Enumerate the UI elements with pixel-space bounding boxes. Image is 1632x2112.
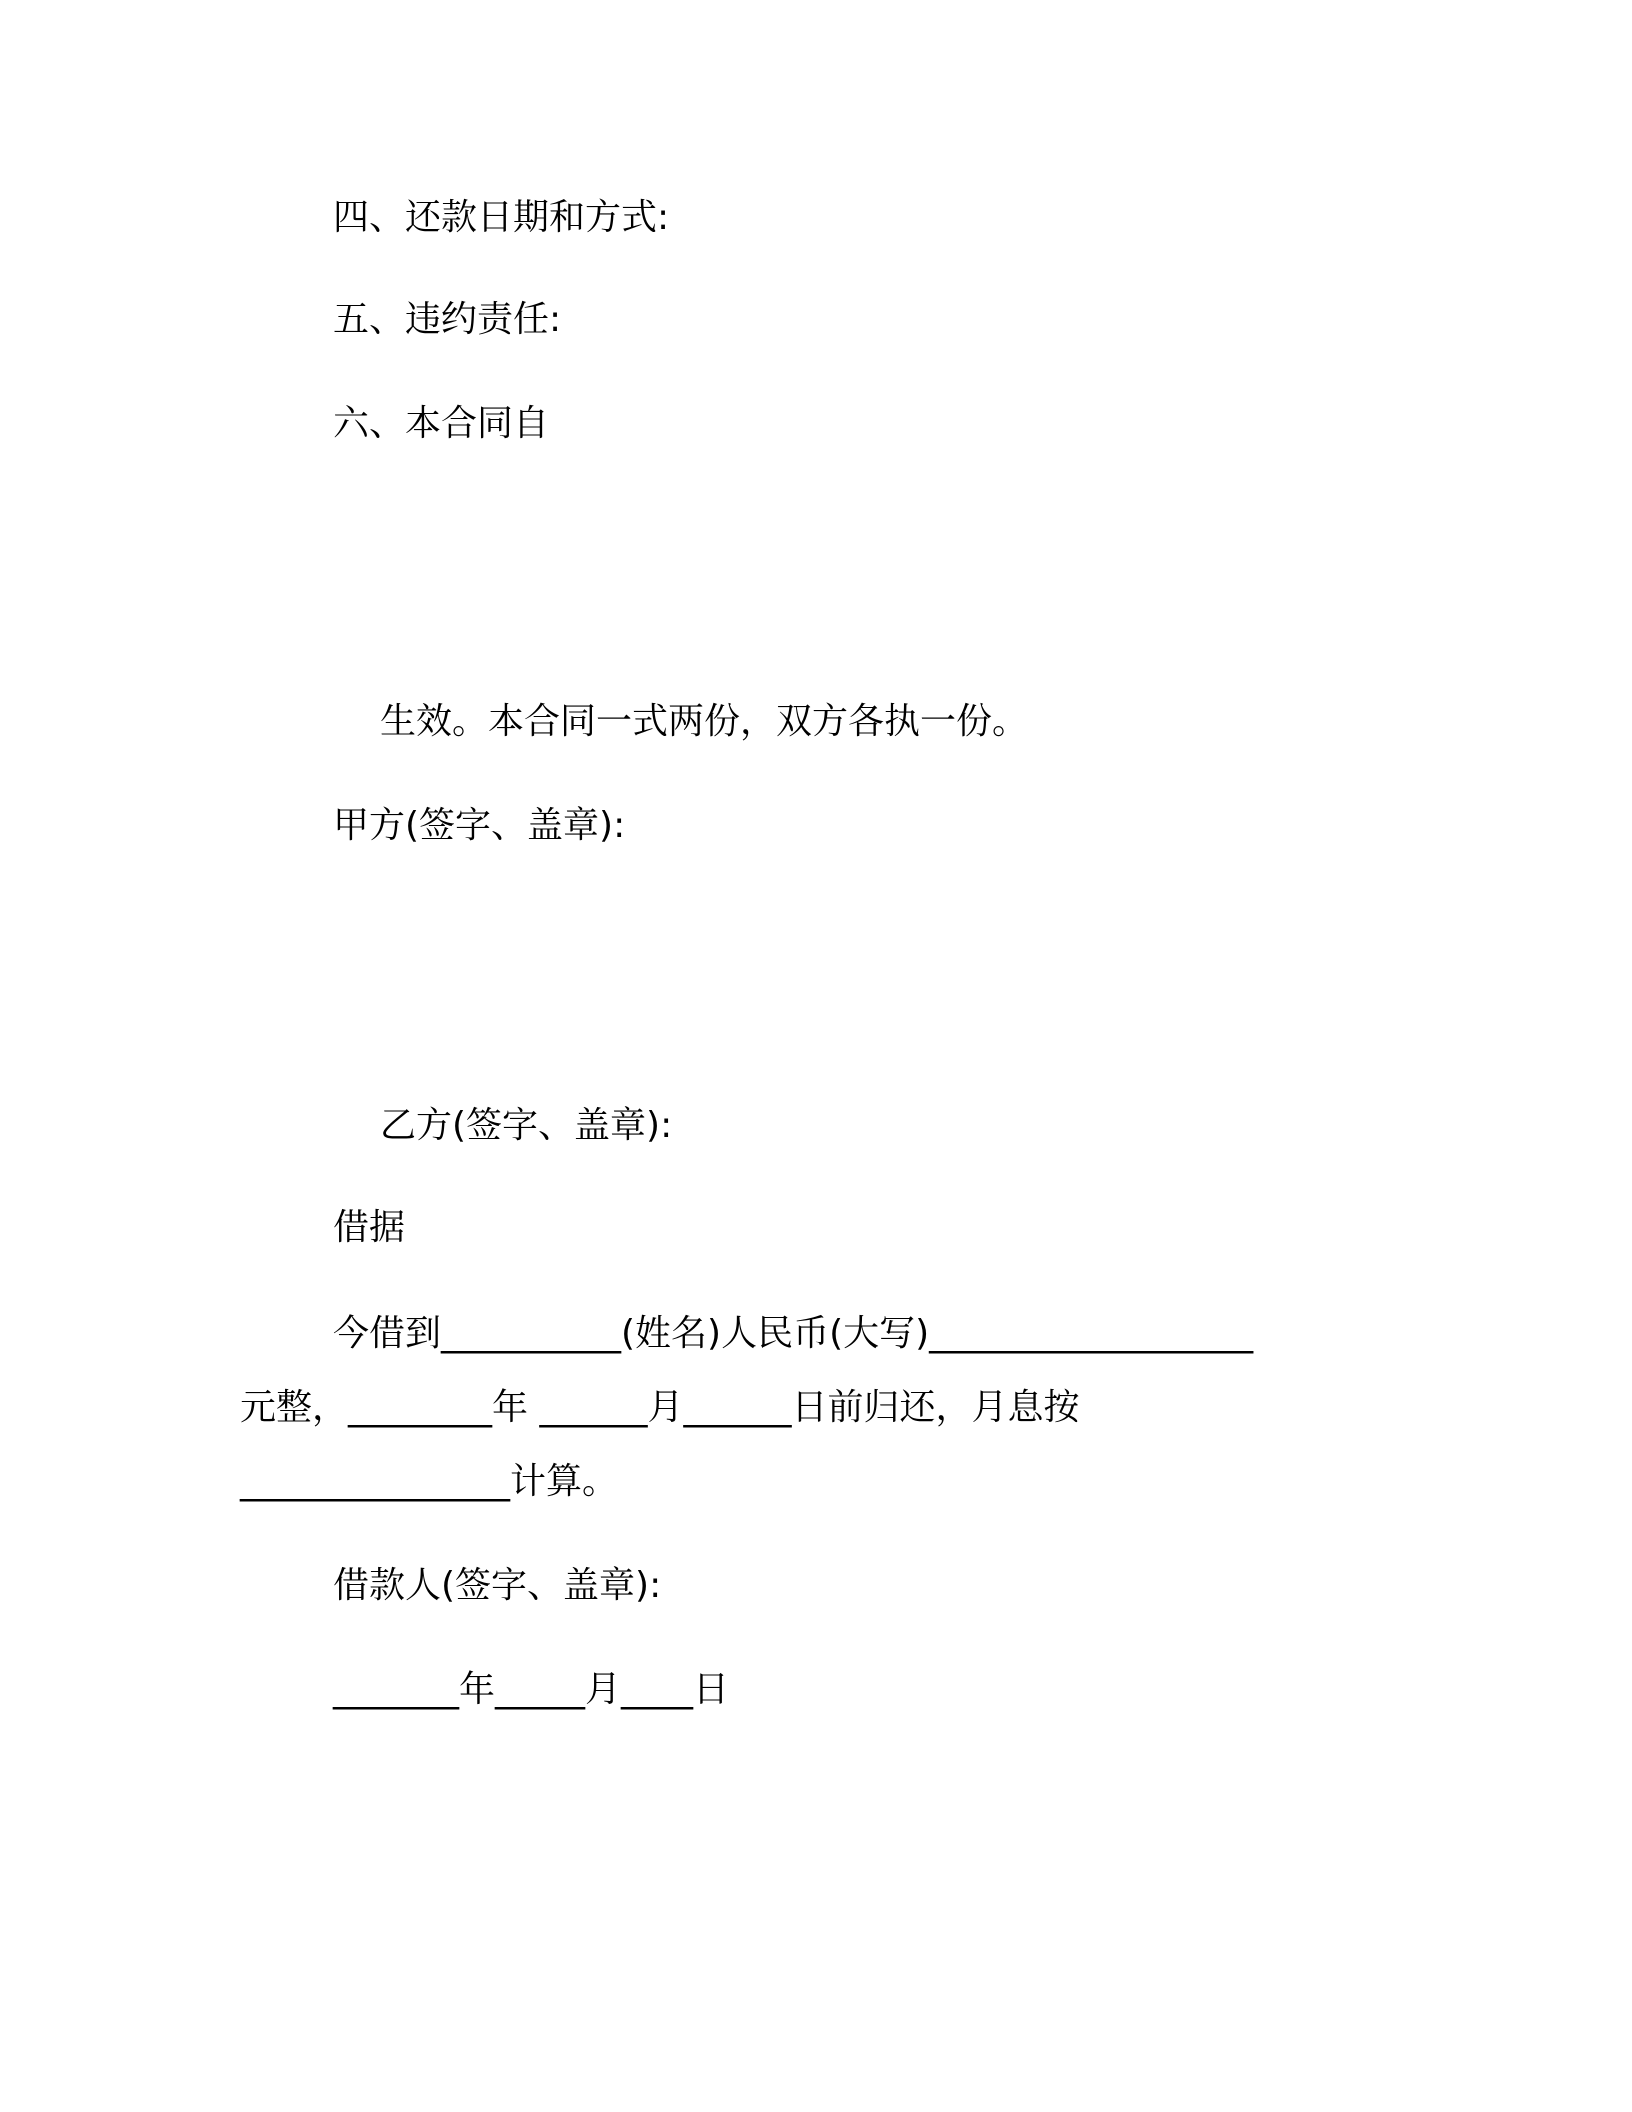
iou-body-line-1: 今借到__________(姓名)人民币(大写)__________________ bbox=[333, 1313, 1254, 1354]
borrower-signature-label: 借款人(签字、盖章): bbox=[333, 1565, 662, 1606]
clause-breach-liability: 五、违约责任: bbox=[333, 299, 562, 340]
clause-effective-start: 六、本合同自 bbox=[333, 403, 550, 444]
effective-statement: 生效。本合同一式两份，双方各执一份。 bbox=[380, 701, 1029, 742]
iou-title: 借据 bbox=[333, 1207, 406, 1248]
date-line: _______年_____月____日 bbox=[333, 1669, 729, 1710]
iou-body-line-3: _______________计算。 bbox=[240, 1461, 619, 1502]
party-a-signature-label: 甲方(签字、盖章): bbox=[333, 805, 626, 846]
party-b-signature-label: 乙方(签字、盖章): bbox=[380, 1105, 673, 1146]
iou-body-line-2: 元整，________年 ______月______日前归还，月息按 bbox=[240, 1387, 1080, 1428]
clause-repayment-date-method: 四、还款日期和方式: bbox=[333, 197, 670, 238]
